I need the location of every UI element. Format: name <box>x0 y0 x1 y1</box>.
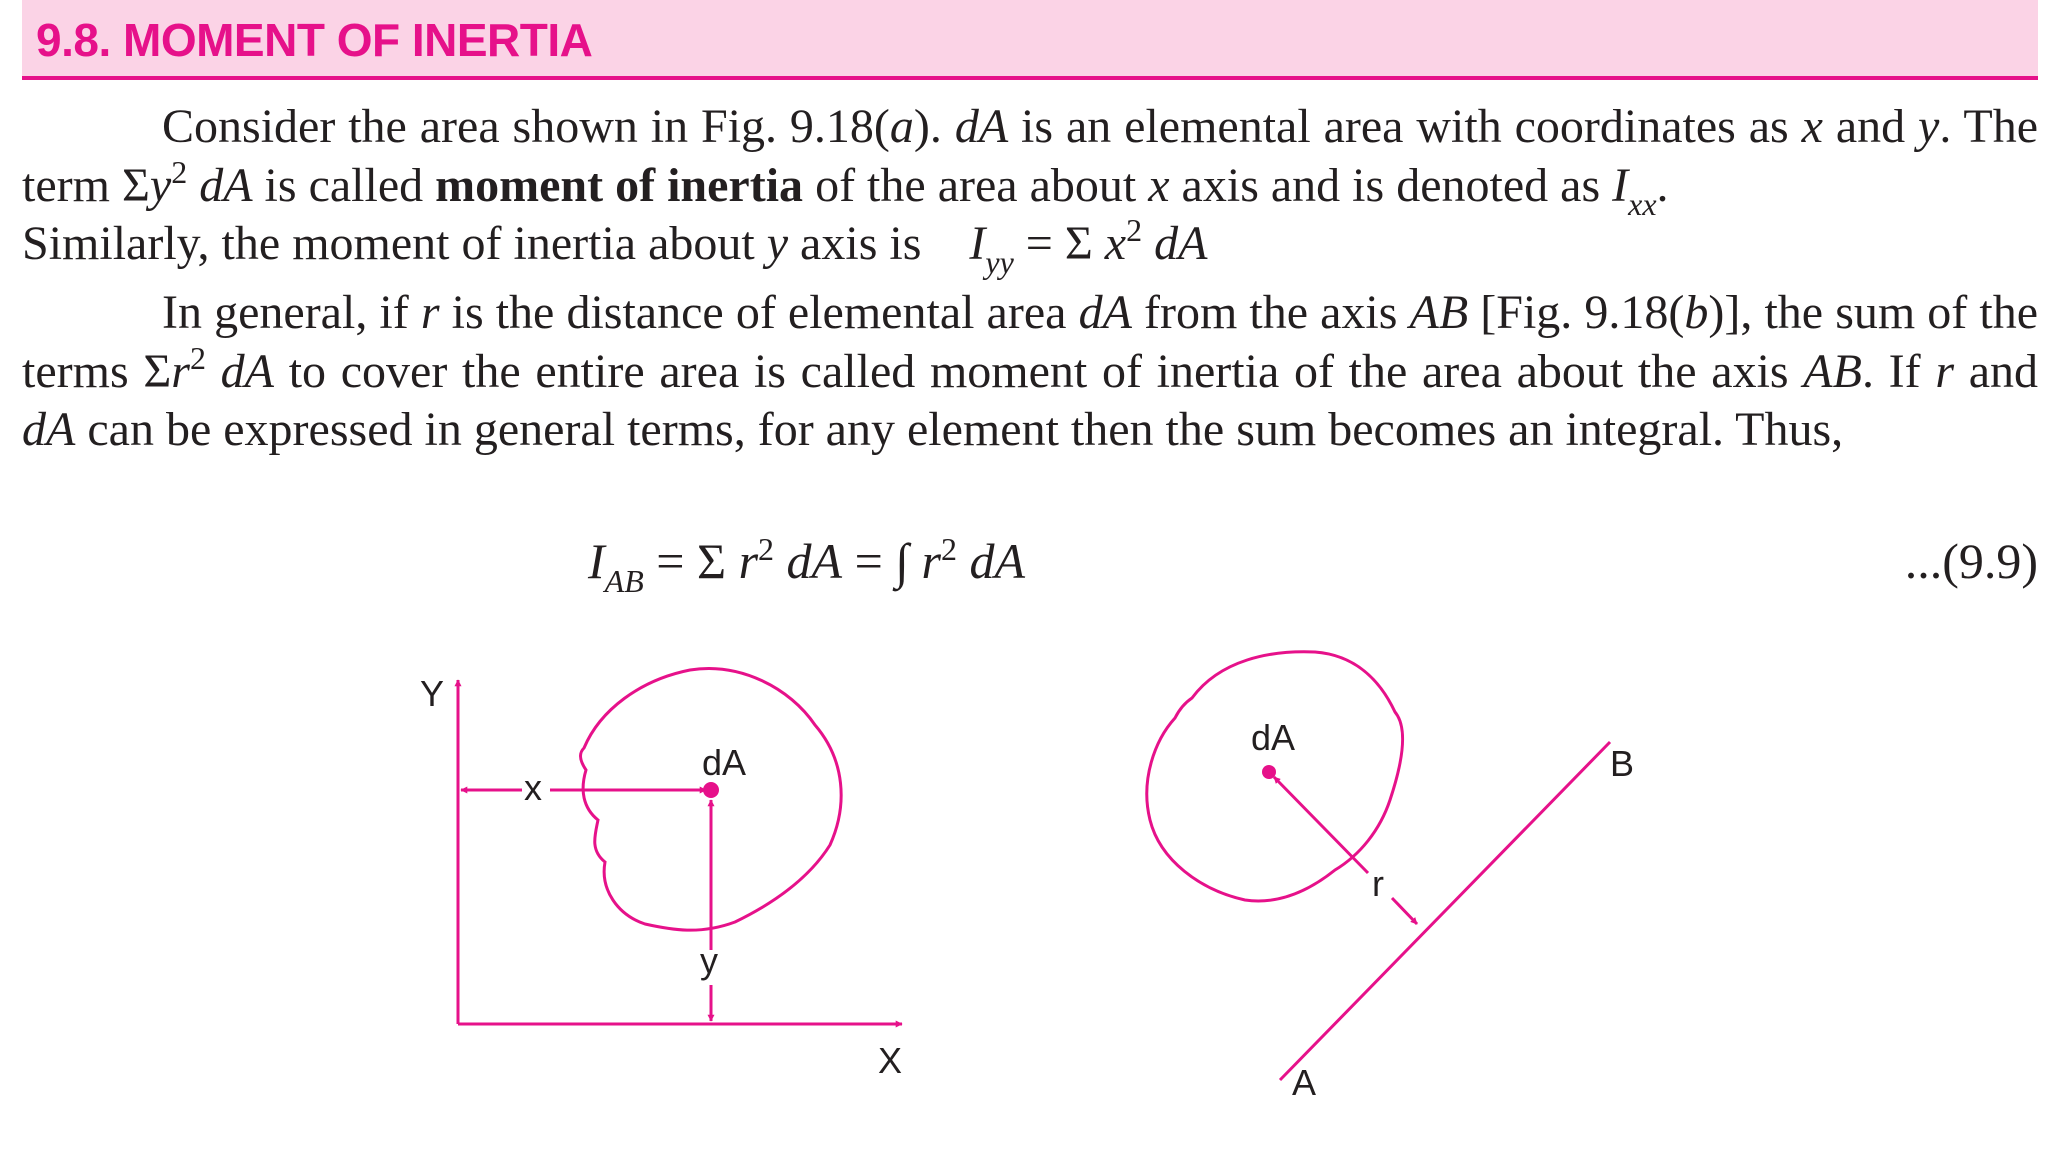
point-b-label: B <box>1610 743 1635 784</box>
point-a-label: A <box>1292 1062 1317 1103</box>
axis-ab-line <box>1280 742 1610 1080</box>
equation-expression: $I_{AB} = \Sigma$ $r^2$ dA = ∫ $r^2$ dA <box>588 531 1025 599</box>
element-label-a: dA <box>702 742 747 783</box>
key-term: moment of inertia <box>435 158 804 212</box>
paragraph-1: Consider the area shown in Fig. 9.18(a). dA is an elemental area with coordinates as x and y. The term $\Sigma y^2$ dA is called moment of inertia of the area about x axis and is denoted as $I_{xx}$. Similarly, the moment of inertia about y axis is $I_{yy} = \Sigma$ $x^2$ dA <box>22 100 2039 280</box>
r-distance-label: r <box>1372 863 1384 904</box>
figure-b <box>1147 652 1634 1103</box>
section-title: 9.8. MOMENT OF INERTIA <box>36 14 593 66</box>
element-dot-a <box>703 782 719 798</box>
paragraph-2: In general, if r is the distance of elemental area dA from the axis AB [Fig. 9.18(b)], the sum of the terms $\Sigma r^2$ dA to cover the entire area is called moment of inertia of the area about the axis AB. If r and dA can be expressed in general terms, for any element then the sum becomes an integral. Thus, <box>22 286 2039 456</box>
element-label-b: dA <box>1251 717 1296 758</box>
r-arrow-to-element <box>1274 777 1368 873</box>
equation-number: ...(9.9) <box>1904 533 2038 589</box>
x-dimension-label: x <box>524 767 542 808</box>
r-arrow-to-axis <box>1392 898 1417 924</box>
y-dimension-label: y <box>700 940 718 981</box>
element-dot-b <box>1262 765 1276 779</box>
y-axis-label: Y <box>420 673 445 714</box>
figure-a <box>420 669 902 1081</box>
x-axis-label: X <box>878 1040 903 1081</box>
